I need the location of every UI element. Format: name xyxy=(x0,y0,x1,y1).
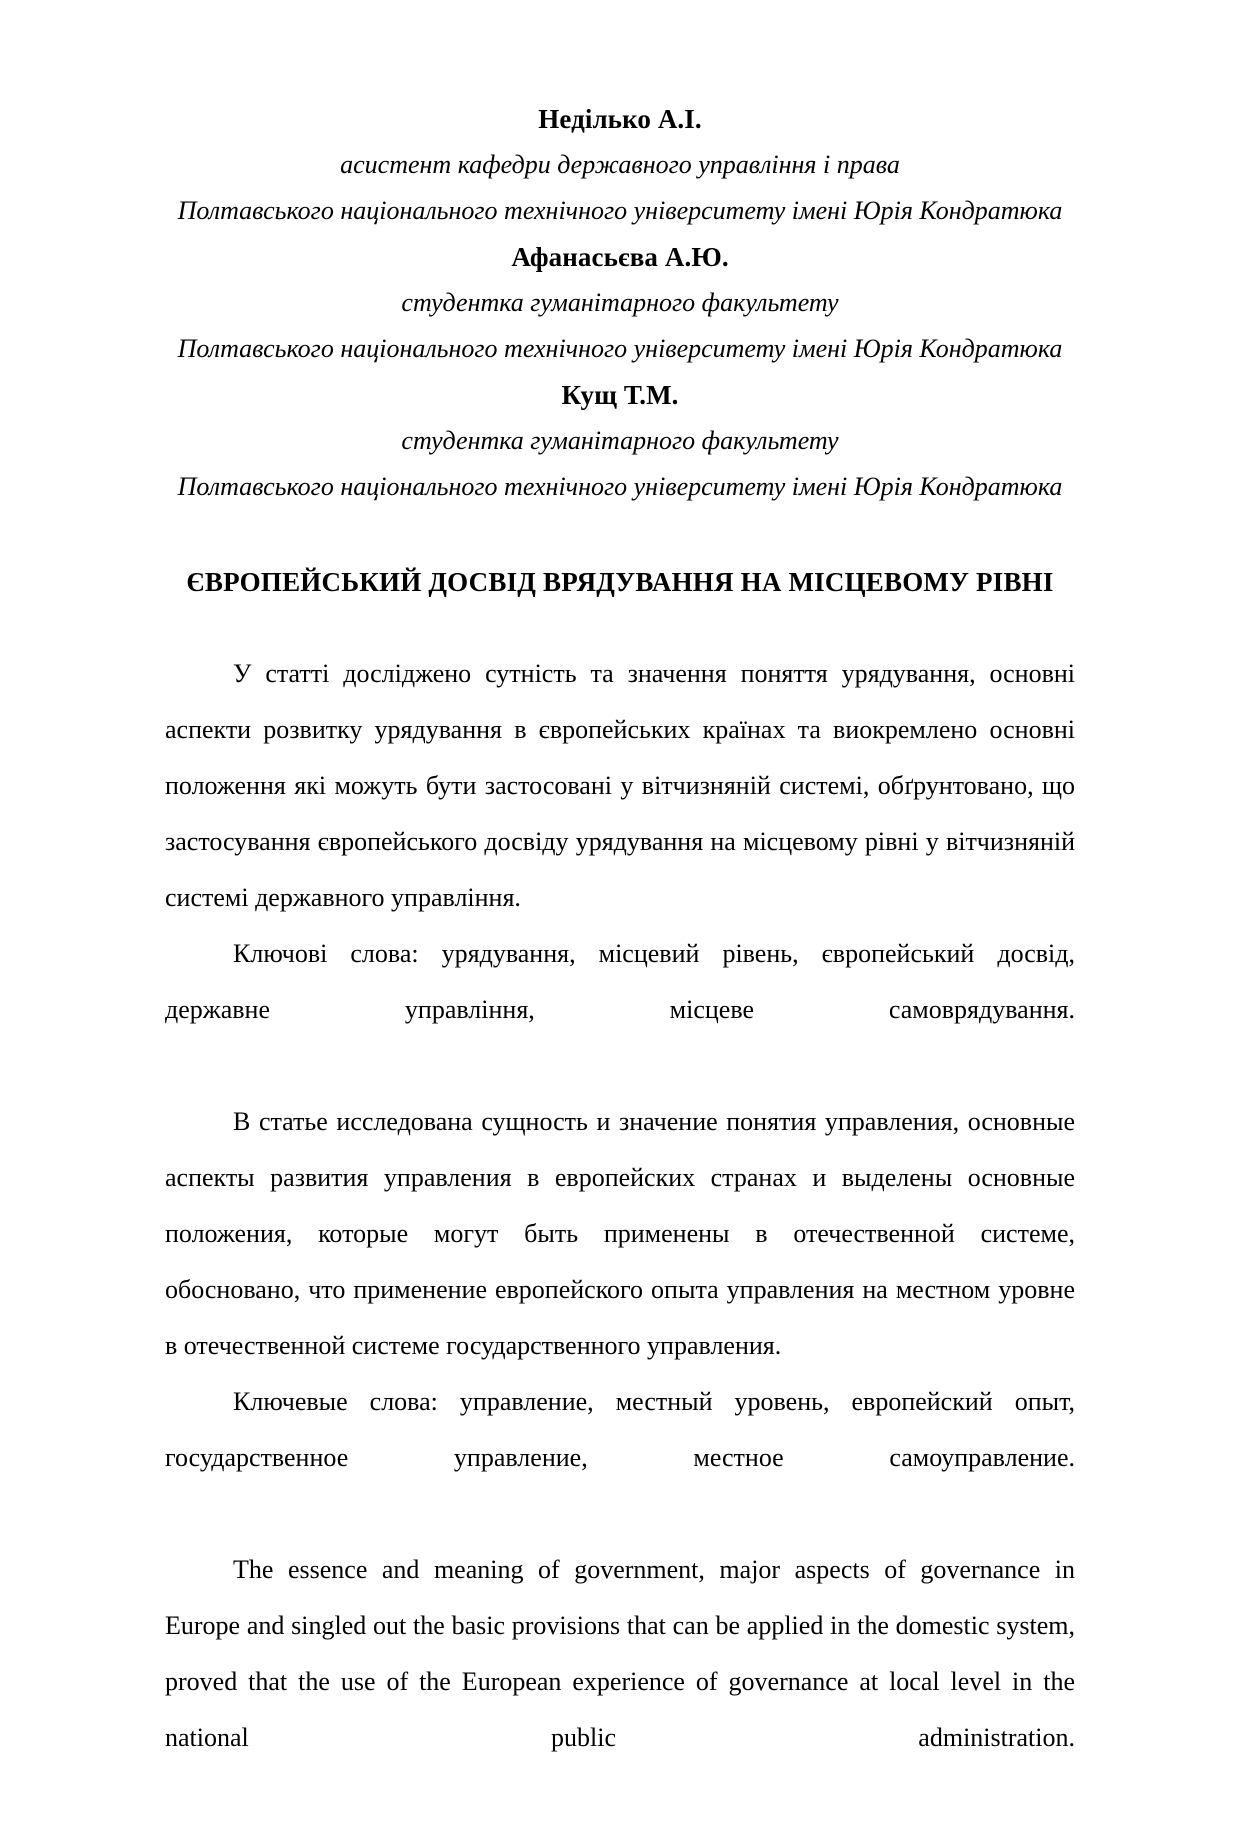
author-affiliation: Полтавського національного технічного університету імені Юрія Кондратюка xyxy=(177,472,1063,501)
author-role: асистент кафедри державного управління і права xyxy=(340,150,900,179)
author-name: Кущ Т.М. xyxy=(561,380,679,410)
abstract-en xyxy=(165,1542,1075,1822)
author-affiliation: Полтавського національного технічного університету імені Юрія Кондратюка xyxy=(177,196,1063,225)
page-title: ЄВРОПЕЙСЬКИЙ ДОСВІД ВРЯДУВАННЯ НА МІСЦЕВОМУ РІВНІ xyxy=(186,567,1054,597)
abstract-body-en: The essence and meaning of government, major aspects of governance in Europe and singled out the basic provisions that can be applied in the domestic system, proved that the use of the European experience of governance at local level in the national public administration. xyxy=(165,1555,1075,1752)
author-block xyxy=(165,372,1075,510)
abstract-uk xyxy=(165,646,1075,1094)
author-name: Афанасьєва А.Ю. xyxy=(511,242,729,272)
author-affiliation: Полтавського національного технічного університету імені Юрія Кондратюка xyxy=(177,334,1063,363)
abstract-ru xyxy=(165,1094,1075,1542)
keywords-uk: Ключові слова: урядування, місцевий рівень, європейський досвід, державне управління, місцеве самоврядування. xyxy=(165,939,1075,1024)
abstract-body-ru: В статье исследована сущность и значение понятия управления, основные аспекты развития управления в европейских странах и выделены основные положения, которые могут быть применены в отечественной системе, обосновано, что применение европейского опыта управления на местном уровне в отечественной системе государственного управления. xyxy=(165,1107,1075,1360)
author-role: студентка гуманітарного факультету xyxy=(401,288,839,317)
keywords-ru: Ключевые слова: управление, местный уровень, европейский опыт, государственное управление, местное самоуправление. xyxy=(165,1387,1075,1472)
author-name: Неділько А.І. xyxy=(538,104,702,134)
abstract-body-uk: У статті досліджено сутність та значення поняття урядування, основні аспекти розвитку урядування в європейських країнах та виокремлено основні положення які можуть бути застосовані у вітчизняній системі, обґрунтовано, що застосування європейського досвіду урядування на місцевому рівні у вітчизняній системі державного управління. xyxy=(165,659,1075,912)
author-role: студентка гуманітарного факультету xyxy=(401,426,839,455)
author-block xyxy=(165,234,1075,372)
author-block xyxy=(165,96,1075,234)
page-content xyxy=(165,96,1075,1822)
